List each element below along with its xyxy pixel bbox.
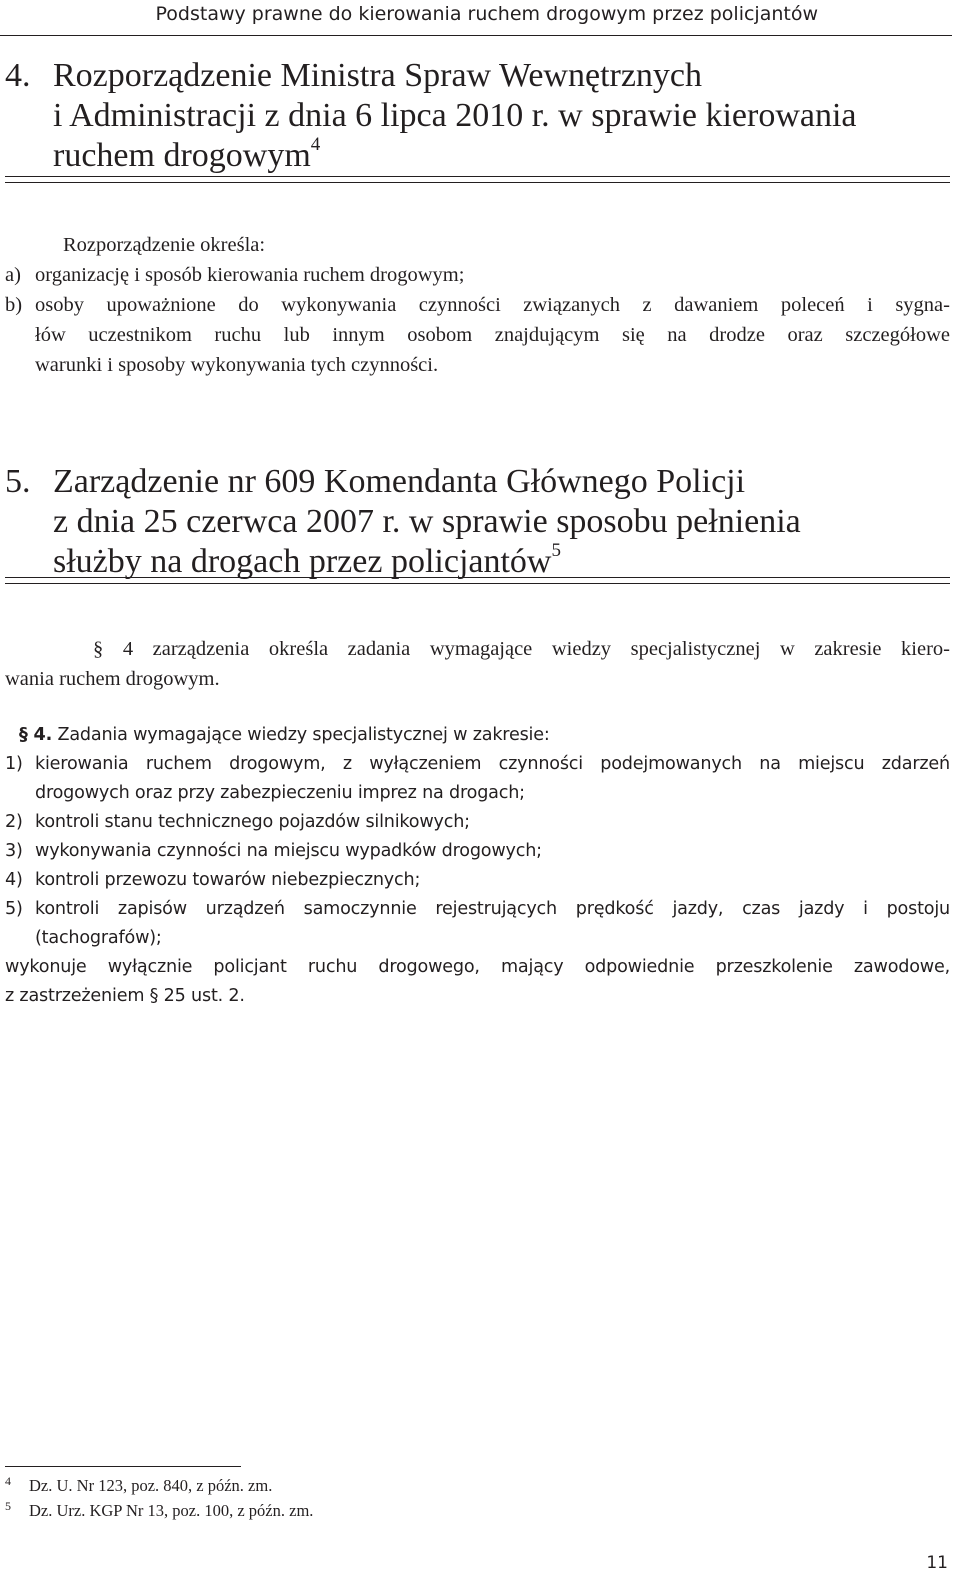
list-item-label: 2) bbox=[5, 812, 23, 832]
section-5-rule bbox=[5, 577, 950, 584]
list-item-text: łów uczestnikom ruchu lub innym osobom znajdującym się na drodze oraz szczegółowe bbox=[35, 324, 950, 346]
list-item-label: b) bbox=[5, 294, 23, 316]
list-item-label: 3) bbox=[5, 841, 23, 861]
closing-line: z zastrzeżeniem § 25 ust. 2. bbox=[5, 986, 245, 1006]
section-5-provision bbox=[5, 721, 950, 1011]
list-item-text: drogowych oraz przy zabezpieczeniu imprez na drogach; bbox=[35, 783, 525, 803]
list-item-2 bbox=[5, 808, 950, 837]
paragraph-line: wania ruchem drogowym. bbox=[5, 668, 220, 690]
list-item-5 bbox=[5, 895, 950, 924]
running-header bbox=[0, 0, 952, 36]
page-number: 11 bbox=[926, 1553, 948, 1573]
list-item-text: kierowania ruchem drogowym, z wyłączeniem czynności podejmowanych na miejscu zdarzeń bbox=[35, 754, 950, 774]
section-4-rule bbox=[5, 176, 950, 183]
running-header-text: Podstawy prawne do kierowania ruchem drogowym przez policjantów bbox=[155, 3, 818, 25]
section-5-title bbox=[5, 462, 950, 582]
footnote-ref-5: 5 bbox=[551, 540, 561, 561]
section-4-number: 4. bbox=[5, 57, 31, 94]
list-item-1 bbox=[5, 750, 950, 779]
section-5-title-line: z dnia 25 czerwca 2007 r. w sprawie sposobu pełnienia bbox=[53, 503, 801, 540]
footnote-ref-4: 4 bbox=[310, 134, 321, 155]
section-4-body bbox=[5, 230, 950, 380]
section-5-title-line: Zarządzenie nr 609 Komendanta Głównego Policji bbox=[53, 463, 746, 500]
footnote-text: Dz. U. Nr 123, poz. 840, z późn. zm. bbox=[29, 1476, 273, 1495]
section-4-intro: Rozporządzenie określa: bbox=[63, 234, 266, 256]
provision-lead: Zadania wymagające wiedzy specjalistycznej w zakresie: bbox=[57, 725, 550, 745]
list-item-4 bbox=[5, 866, 950, 895]
list-item-3 bbox=[5, 837, 950, 866]
list-item-text: kontroli przewozu towarów niebezpiecznych; bbox=[35, 870, 421, 890]
footnote-5: 5 Dz. Urz. KGP Nr 13, poz. 100, z późn. zm. bbox=[5, 1499, 314, 1520]
footnote-text: Dz. Urz. KGP Nr 13, poz. 100, z późn. zm. bbox=[29, 1501, 314, 1520]
footnote-rule bbox=[5, 1466, 241, 1467]
list-item-label: 5) bbox=[5, 899, 23, 919]
section-4-title-line: ruchem drogowym bbox=[53, 137, 311, 174]
section-4-title bbox=[5, 56, 950, 176]
section-5-title-line: służby na drogach przez policjantów bbox=[53, 543, 552, 580]
list-item-text: organizację i sposób kierowania ruchem drogowym; bbox=[35, 264, 465, 286]
list-item-a bbox=[5, 260, 950, 290]
section-mark: § 4. bbox=[19, 725, 53, 745]
footnote-4: 4 Dz. U. Nr 123, poz. 840, z późn. zm. bbox=[5, 1474, 273, 1495]
list-item-label: a) bbox=[5, 264, 21, 286]
list-item-text: osoby upoważnione do wykonywania czynności związanych z dawaniem poleceń i sygna- bbox=[35, 294, 950, 316]
list-item-text: kontroli zapisów urządzeń samoczynnie rejestrujących prędkość jazdy, czas jazdy i postoju bbox=[35, 899, 950, 919]
section-5-number: 5. bbox=[5, 463, 31, 500]
section-4-title-line: Rozporządzenie Ministra Spraw Wewnętrznych bbox=[53, 57, 703, 94]
paragraph-line: § 4 zarządzenia określa zadania wymagające wiedzy specjalistycznej w zakresie kiero- bbox=[93, 638, 950, 660]
list-item-label: 4) bbox=[5, 870, 23, 890]
list-item-text: wykonywania czynności na miejscu wypadków drogowych; bbox=[35, 841, 542, 861]
closing-line: wykonuje wyłącznie policjant ruchu drogowego, mający odpowiednie przeszkolenie zawodowe, bbox=[5, 957, 950, 977]
list-item-label: 1) bbox=[5, 754, 23, 774]
section-4-title-line: i Administracji z dnia 6 lipca 2010 r. w sprawie kierowania bbox=[53, 97, 857, 134]
list-item-text: kontroli stanu technicznego pojazdów silnikowych; bbox=[35, 812, 470, 832]
list-item-text: (tachografów); bbox=[35, 928, 162, 948]
list-item-text: warunki i sposoby wykonywania tych czynności. bbox=[35, 354, 439, 376]
section-5-paragraph bbox=[5, 634, 950, 694]
list-item-b bbox=[5, 290, 950, 320]
